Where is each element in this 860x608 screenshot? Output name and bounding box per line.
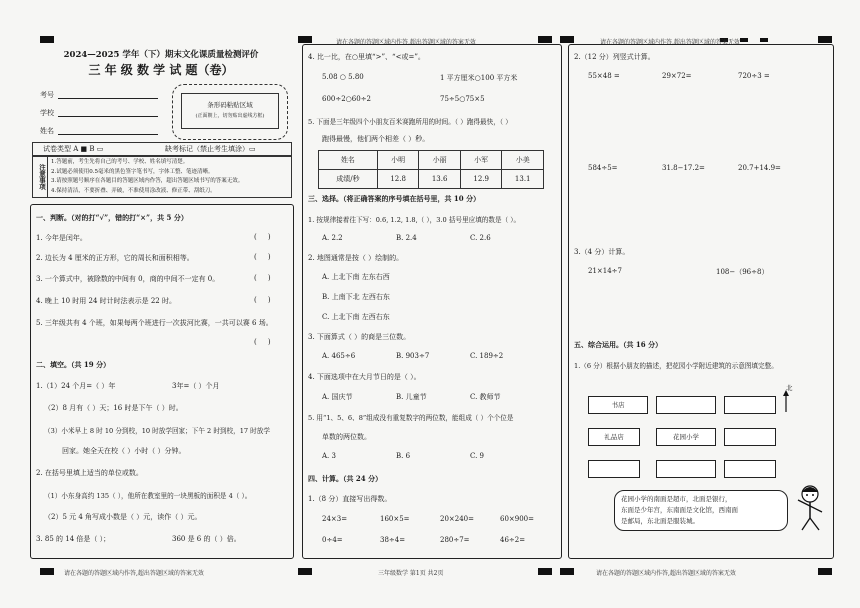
q5-text: 跑得最慢，他们两个相差（ ）秒。	[322, 135, 430, 143]
map-box-north-east[interactable]	[724, 396, 776, 414]
label-kaohao: 考号	[40, 91, 54, 99]
fill-line: 1.（1）24 个月=（ ）年	[36, 382, 116, 390]
child-figure-icon	[792, 484, 828, 534]
step-calc[interactable]: 21×14÷7	[588, 267, 622, 275]
north-label: 北	[786, 384, 793, 392]
judge-item: 2. 边长为 4 厘米的正方形，它的周长和面积相等。	[36, 254, 194, 262]
choice-option[interactable]: B. 903÷7	[396, 352, 430, 360]
choice-question: 2. 地图通常是按（ ）绘制的。	[308, 254, 404, 262]
compare-item[interactable]: 5.08 ○ 5.80	[322, 73, 364, 81]
timing-mark	[818, 568, 832, 575]
q2-title: 2.（12 分）列竖式计算。	[574, 53, 655, 61]
map-box-east[interactable]	[724, 428, 776, 446]
field-name[interactable]	[58, 134, 158, 135]
notice-item: 3.请按照题号顺序在各题目的答题区域内作答，超出答题区域书写的答案无效。	[51, 178, 244, 184]
table-header: 小军	[460, 151, 502, 170]
missing-mark[interactable]: 缺考标记（禁止考生填涂）▭	[165, 145, 256, 153]
choice-option[interactable]: C. 上北下南 左西右东	[322, 313, 390, 321]
q5-1-title: 1.（6 分）根据小朋友的描述，把花园小学附近建筑的示意图填完整。	[574, 362, 778, 370]
barcode-title: 条形码粘贴区域	[207, 101, 253, 109]
calc-item[interactable]: 0÷4=	[322, 536, 343, 544]
calc-item[interactable]: 38÷4=	[380, 536, 406, 544]
choice-option[interactable]: C. 教师节	[470, 393, 501, 401]
field-kaohao[interactable]	[58, 98, 158, 99]
table-header: 小丽	[419, 151, 461, 170]
choice-option[interactable]: B. 2.4	[396, 234, 417, 242]
timing-mark	[298, 36, 312, 43]
timing-mark	[538, 568, 552, 575]
barcode-area	[172, 84, 288, 140]
north-arrow-icon	[780, 390, 792, 414]
timing-mark	[760, 38, 768, 42]
compare-item[interactable]: 600÷2○60÷2	[322, 95, 372, 103]
table-cell: 12.9	[460, 170, 502, 189]
answer-paren[interactable]: ( )	[254, 253, 271, 261]
header-notice: 请在各题的答题区域内作答,超出答题区域的答案无效	[336, 39, 476, 46]
timing-mark	[298, 568, 312, 575]
judge-item: 3. 一个算式中，被除数的中间有 0，商的中间不一定有 0。	[36, 275, 220, 283]
exam-type-bar	[32, 142, 292, 156]
map-box-south[interactable]	[656, 460, 716, 478]
q3-title: 3.（4 分）计算。	[574, 248, 630, 256]
fill-line: （1）小东身高约 135（ ），他所在教室里的一块黑板的面积是 4（ ）。	[44, 492, 252, 500]
compare-item[interactable]: 1 平方厘米○100 平方米	[440, 74, 518, 82]
speech-line: 是邮局，东北面是服装城。	[621, 517, 699, 525]
fill-line: 3. 85 的 14 倍是（ ）；	[36, 535, 111, 543]
answer-paren[interactable]: ( )	[254, 296, 271, 304]
choice-question: 3. 下面算式（ ）的商是三位数。	[308, 333, 411, 341]
choice-question: 1. 按规律接着往下写：0.6, 1.2, 1.8,（ ），3.0 括号里应填的数是（ ）。	[308, 216, 521, 224]
calc-item[interactable]: 20×240=	[440, 515, 474, 523]
step-calc[interactable]: 108−（96÷8）	[716, 268, 769, 276]
timing-mark	[818, 36, 832, 43]
judge-item: 4. 晚上 10 时用 24 时计时法表示是 22 时。	[36, 297, 176, 305]
table-cell: 12.8	[377, 170, 419, 189]
part1-title: 一、判断。（对的打“√”，错的打“×”，共 5 分）	[36, 213, 188, 222]
map-box-north-west[interactable]: 书店	[588, 396, 648, 414]
calc-title: 1.（8 分）直接写出得数。	[308, 495, 392, 503]
notice-box	[32, 156, 292, 198]
table-header: 小美	[502, 151, 544, 170]
notice-label: 注意事项	[33, 157, 48, 197]
notice-item: 4.保持清洁，不要折叠、弄破，不准使用涂改液、修正带、刮纸刀。	[51, 187, 216, 194]
calc-item[interactable]: 24×3=	[322, 515, 348, 523]
fill-line: （3）小米早上 8 时 10 分到校，10 时放学回家；下午 2 时到校，17 时放学	[44, 427, 270, 435]
field-school[interactable]	[58, 116, 158, 117]
choice-option[interactable]: C. 189÷2	[470, 352, 504, 360]
fill-line: 2. 在括号里填上适当的单位或数。	[36, 469, 143, 477]
header-notice: 请在各题的答题区域内作答,超出答题区域的答案无效	[600, 39, 740, 46]
map-box-south-west[interactable]	[588, 460, 640, 478]
barcode-subtitle: (正面朝上，切勿贴出虚线方框)	[195, 113, 265, 119]
table-cell: 13.1	[502, 170, 544, 189]
choice-option[interactable]: A. 465÷6	[322, 352, 356, 360]
footer-notice: 请在各题的答题区域内作答,超出答题区域的答案无效	[596, 570, 736, 577]
speech-line: 东面是少年宫，东南面是文化馆，西南面	[621, 506, 738, 514]
vertical-calc[interactable]: 55×48 =	[588, 72, 620, 80]
calc-item[interactable]: 46÷2=	[500, 536, 526, 544]
choice-option[interactable]: A. 3	[322, 452, 336, 460]
fill-line: （2）8 月有（ ）天；16 时是下午（ ）时。	[44, 404, 183, 412]
answer-paren[interactable]: ( )	[254, 338, 271, 346]
race-table	[318, 150, 544, 189]
map-box-north[interactable]	[656, 396, 716, 414]
speech-line: 花园小学的南面是超市，北面是银行，	[621, 495, 732, 503]
exam-type[interactable]: 试卷类型 A ■ B ▭	[43, 145, 104, 153]
judge-item: 1. 今年是闰年。	[36, 234, 87, 242]
answer-paren[interactable]: ( )	[254, 233, 271, 241]
table-cell: 13.6	[419, 170, 461, 189]
part5-title: 五、综合运用。（共 16 分）	[574, 340, 663, 349]
answer-paren[interactable]: ( )	[254, 274, 271, 282]
vertical-calc[interactable]: 720÷3 =	[738, 72, 770, 80]
q5-text: 5. 下面是三年级四个小朋友百米赛跑所用的时间。（ ）跑得最快，（ ）	[308, 118, 512, 126]
right-answer-region	[568, 44, 834, 559]
choice-option[interactable]: C. 9	[470, 452, 485, 460]
choice-option[interactable]: A. 2.2	[322, 234, 343, 242]
map-box-south-east[interactable]	[724, 460, 776, 478]
vertical-calc[interactable]: 31.8−17.2=	[662, 164, 705, 172]
judge-item: 5. 三年级共有 4 个班，如果每两个班进行一次拔河比赛，一共可以赛 6 场。	[36, 319, 273, 327]
label-school: 学校	[40, 109, 54, 117]
map-box-center: 花园小学	[656, 428, 716, 446]
footer-notice: 请在各题的答题区域内作答,超出答题区域的答案无效	[64, 570, 204, 577]
part4-title: 四、计算。（共 24 分）	[308, 474, 383, 483]
timing-mark	[560, 36, 574, 43]
choice-option[interactable]: B. 6	[396, 452, 411, 460]
choice-question: 单数的两位数。	[322, 433, 371, 441]
table-header: 小明	[377, 151, 419, 170]
map-box-west[interactable]: 礼品店	[588, 428, 640, 446]
choice-option[interactable]: B. 儿童节	[396, 393, 427, 401]
table-cell: 成绩/秒	[319, 170, 378, 189]
speech-bubble	[614, 490, 788, 531]
exam-subtitle: 三 年 级 数 学 试 题（卷）	[88, 63, 234, 77]
part3-title: 三、选择。（将正确答案的序号填在括号里，共 10 分）	[308, 194, 481, 203]
calc-item[interactable]: 60×900=	[500, 515, 534, 523]
timing-mark	[560, 568, 574, 575]
vertical-calc[interactable]: 20.7+14.9=	[738, 164, 781, 172]
table-header: 姓名	[319, 151, 378, 170]
timing-mark	[40, 568, 54, 575]
page-number: 三年级数学 第1页 共2页	[378, 570, 444, 577]
fill-line: 360 是 6 的（ ）倍。	[172, 535, 241, 543]
choice-question: 5. 用“1、5、6、8”组成没有重复数字的两位数，能组成（ ）个个位是	[308, 414, 514, 422]
q4-title: 4. 比一比，在○里填“>”、“<或=”。	[308, 53, 425, 61]
fill-line: （2）5 元 4 角写成小数是（ ）元，读作（ ）元。	[44, 513, 202, 521]
calc-item[interactable]: 160×5=	[380, 515, 410, 523]
label-name: 姓名	[40, 127, 54, 135]
part2-title: 二、填空。（共 19 分）	[36, 360, 111, 369]
fill-line: 3年=（ ）个月	[172, 382, 220, 390]
choice-option[interactable]: A. 上北下南 左东右西	[322, 273, 390, 281]
choice-option[interactable]: A. 国庆节	[322, 393, 353, 401]
choice-option[interactable]: C. 2.6	[470, 234, 491, 242]
choice-option[interactable]: B. 上南下北 左西右东	[322, 293, 390, 301]
timing-mark	[538, 36, 552, 43]
timing-mark	[740, 38, 748, 42]
vertical-calc[interactable]: 584÷5=	[588, 164, 618, 172]
vertical-calc[interactable]: 29×72=	[662, 72, 692, 80]
exam-title: 2024—2025 学年（下）期末文化课质量检测评价	[63, 50, 259, 60]
notice-item: 2.试题必须使用0.5毫米的黑色签字笔书写，字体工整、笔迹清晰。	[51, 168, 214, 175]
choice-question: 4. 下面选项中在大月节日的是（ ）。	[308, 373, 421, 381]
timing-mark	[40, 36, 54, 43]
notice-item: 1.答题前，考生先将自己的考号、学校、姓名填写清楚。	[51, 159, 189, 165]
fill-line: 回家。她全天在校（ ）小时（ ）分钟。	[62, 447, 186, 455]
calc-item[interactable]: 280÷7=	[440, 536, 470, 544]
compare-item[interactable]: 75÷5○75×5	[440, 95, 485, 103]
